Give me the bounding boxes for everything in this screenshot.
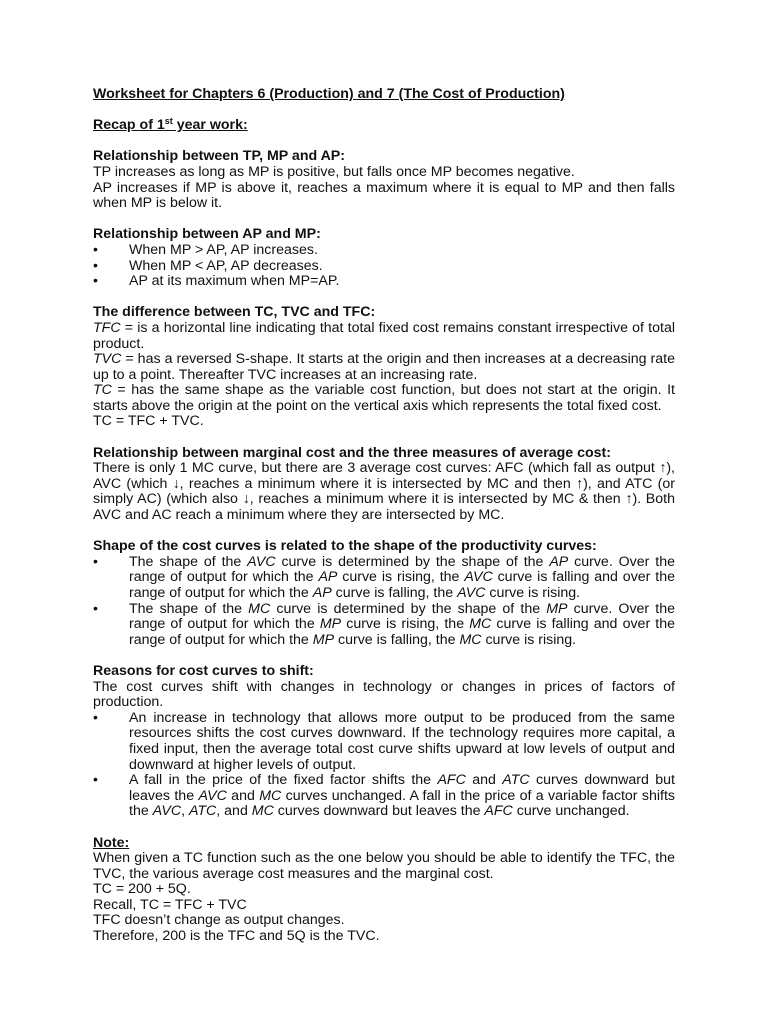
list-item (93, 259, 675, 275)
text-run: curve. Over the range of output for which the (129, 600, 675, 633)
text-run: curve is rising, the (337, 569, 465, 586)
text-run: and (465, 772, 503, 789)
list-item (93, 711, 675, 773)
list-item (93, 773, 675, 820)
note-line: TFC doesn’t change as output changes. (93, 912, 345, 929)
note-line: Recall, TC = TFC + TVC (93, 896, 247, 913)
list-item (93, 555, 675, 602)
list-item (93, 243, 675, 259)
text-run: curves downward but leaves the (273, 803, 485, 820)
bullet-icon: • (93, 241, 98, 258)
italic-term: TFC (93, 319, 121, 336)
italic-term: TVC (93, 351, 122, 368)
italic-term: TC (93, 382, 112, 399)
text-run: curves downward but leaves the (129, 772, 675, 804)
bullet-icon: • (93, 772, 98, 789)
text-run: When MP > AP, AP increases. (129, 241, 318, 258)
italic-term: MC (251, 803, 274, 820)
text-run: curve is determined by the shape of the (270, 600, 547, 617)
section-heading-cost-shifts: Reasons for cost curves to shift: (93, 662, 314, 679)
italic-term: AP (549, 553, 569, 570)
italic-term: AVC (152, 803, 182, 820)
italic-term: ATC (502, 772, 530, 789)
italic-term: MC (259, 787, 282, 804)
bullet-list-cost-shifts (93, 711, 675, 820)
text-run: , (181, 803, 189, 820)
tvc-paragraph (93, 352, 675, 383)
text-run: curve. Over the range of output for which the (129, 553, 675, 586)
italic-term: MC (469, 616, 492, 633)
list-item (93, 602, 675, 649)
italic-term: AVC (247, 553, 276, 570)
section-heading-mc-average-cost: Relationship between marginal cost and the three measures of average cost: (93, 444, 611, 461)
list-item (93, 274, 675, 290)
cost-shifts-intro: The cost curves shift with changes in technology or changes in prices of factors of production. (93, 678, 675, 711)
italic-term: MP (319, 616, 342, 633)
document-body (93, 87, 675, 945)
section-heading-curve-shapes: Shape of the cost curves is related to the shape of the productivity curves: (93, 538, 597, 555)
bullet-icon: • (93, 273, 98, 290)
italic-term: MP (312, 631, 335, 648)
text-run: A fall in the price of the fixed factor shifts the (129, 772, 438, 789)
note-line: When given a TC function such as the one below you should be able to identify the TFC, the TVC, the various average cost measures and the marginal cost. (93, 850, 675, 882)
paragraph-line: TP increases as long as MP is positive, but falls once MP becomes negative. (93, 163, 575, 180)
text-run: Recap of 1 (93, 117, 165, 134)
section-heading-tc-tvc-tfc: The difference between TC, TVC and TFC: (93, 304, 376, 321)
bullet-icon: • (93, 257, 98, 274)
text-run: , and (216, 803, 252, 820)
text-run: The shape of the (129, 553, 248, 570)
text-run: = has a reversed S-shape. It starts at the origin and then increases at a decreasing rate up to a point. Thereafter TVC increases at an increasing rate. (93, 351, 675, 383)
tc-paragraph (93, 383, 675, 414)
text-run: year work: (172, 117, 248, 134)
paragraph-line: AP increases if MP is above it, reaches a maximum where it is equal to MP and then falls when MP is below it. (93, 179, 675, 212)
text-run: curve is falling, the (334, 631, 460, 648)
text-run: An increase in technology that allows more output to be produced from the same resources shifts the cost curves downward. If the technology requires more capital, a fixed input, then the average total cost curve shifts upward at low levels of output and downward at higher levels of output. (129, 709, 675, 773)
italic-term: MC (459, 631, 482, 648)
note-heading: Note: (93, 834, 130, 851)
recap-heading (93, 118, 675, 134)
text-run: curve is determined by the shape of the (275, 553, 550, 570)
italic-term: AFC (437, 772, 466, 789)
italic-term: ATC (188, 803, 217, 820)
tfc-paragraph (93, 321, 675, 352)
bullet-icon: • (93, 709, 98, 726)
text-run: AP at its maximum when MP=AP. (129, 273, 340, 290)
text-run: curve is falling, the (331, 585, 458, 601)
italic-term: AP (318, 569, 338, 586)
text-run: curve is rising. (481, 631, 577, 648)
text-run: When MP < AP, AP decreases. (129, 257, 323, 274)
document-title: Worksheet for Chapters 6 (Production) and 7 (The Cost of Production) (93, 86, 565, 102)
text-run: and (226, 787, 260, 804)
bullet-icon: • (93, 600, 98, 617)
text-run: = is a horizontal line indicating that total fixed cost remains constant irrespective of total product. (93, 319, 675, 352)
italic-term: AFC (484, 803, 513, 820)
text-run: curve unchanged. (512, 803, 630, 820)
italic-term: AVC (198, 787, 227, 804)
italic-term: MP (546, 600, 568, 617)
text-run: curve is rising. (485, 585, 581, 601)
note-line: Therefore, 200 is the TFC and 5Q is the TVC. (93, 928, 380, 945)
section-heading-tp-mp-ap: Relationship between TP, MP and AP: (93, 148, 345, 165)
note-line: TC = 200 + 5Q. (93, 881, 191, 898)
bullet-list-curve-shapes (93, 555, 675, 649)
text-run: The shape of the (129, 600, 249, 617)
italic-term: AP (312, 585, 332, 601)
italic-term: MC (248, 600, 271, 617)
bullet-icon: • (93, 553, 98, 570)
mc-average-cost-paragraph: There is only 1 MC curve, but there are 3 average cost curves: AFC (which fall as output ↑), AVC (which ↓, reaches a minimum where it is intersected by MC and then ↑), and ATC (or simply AC) (which also ↓, reaches a minimum where it is intersected by MC & then ↑). Both AVC and AC reach a minimum where they are intersected by MC. (93, 460, 675, 524)
text-run: curve is falling and over the range of output for which the (129, 616, 676, 648)
text-run: curves unchanged. A fall in the price of a variable factor shifts the (129, 787, 675, 820)
italic-term: AVC (464, 569, 493, 586)
text-run: curve is rising, the (341, 616, 470, 633)
bullet-list-ap-mp (93, 243, 675, 290)
text-run: st (164, 116, 173, 127)
text-run: curve is falling and over the range of output for which the (129, 569, 676, 601)
italic-term: AVC (457, 585, 486, 601)
section-heading-ap-mp: Relationship between AP and MP: (93, 226, 321, 243)
text-run: = has the same shape as the variable cost function, but does not start at the origin. It starts above the origin at the point on the vertical axis which represents the total fixed cost. (93, 382, 675, 414)
tc-identity: TC = TFC + TVC. (93, 413, 204, 430)
